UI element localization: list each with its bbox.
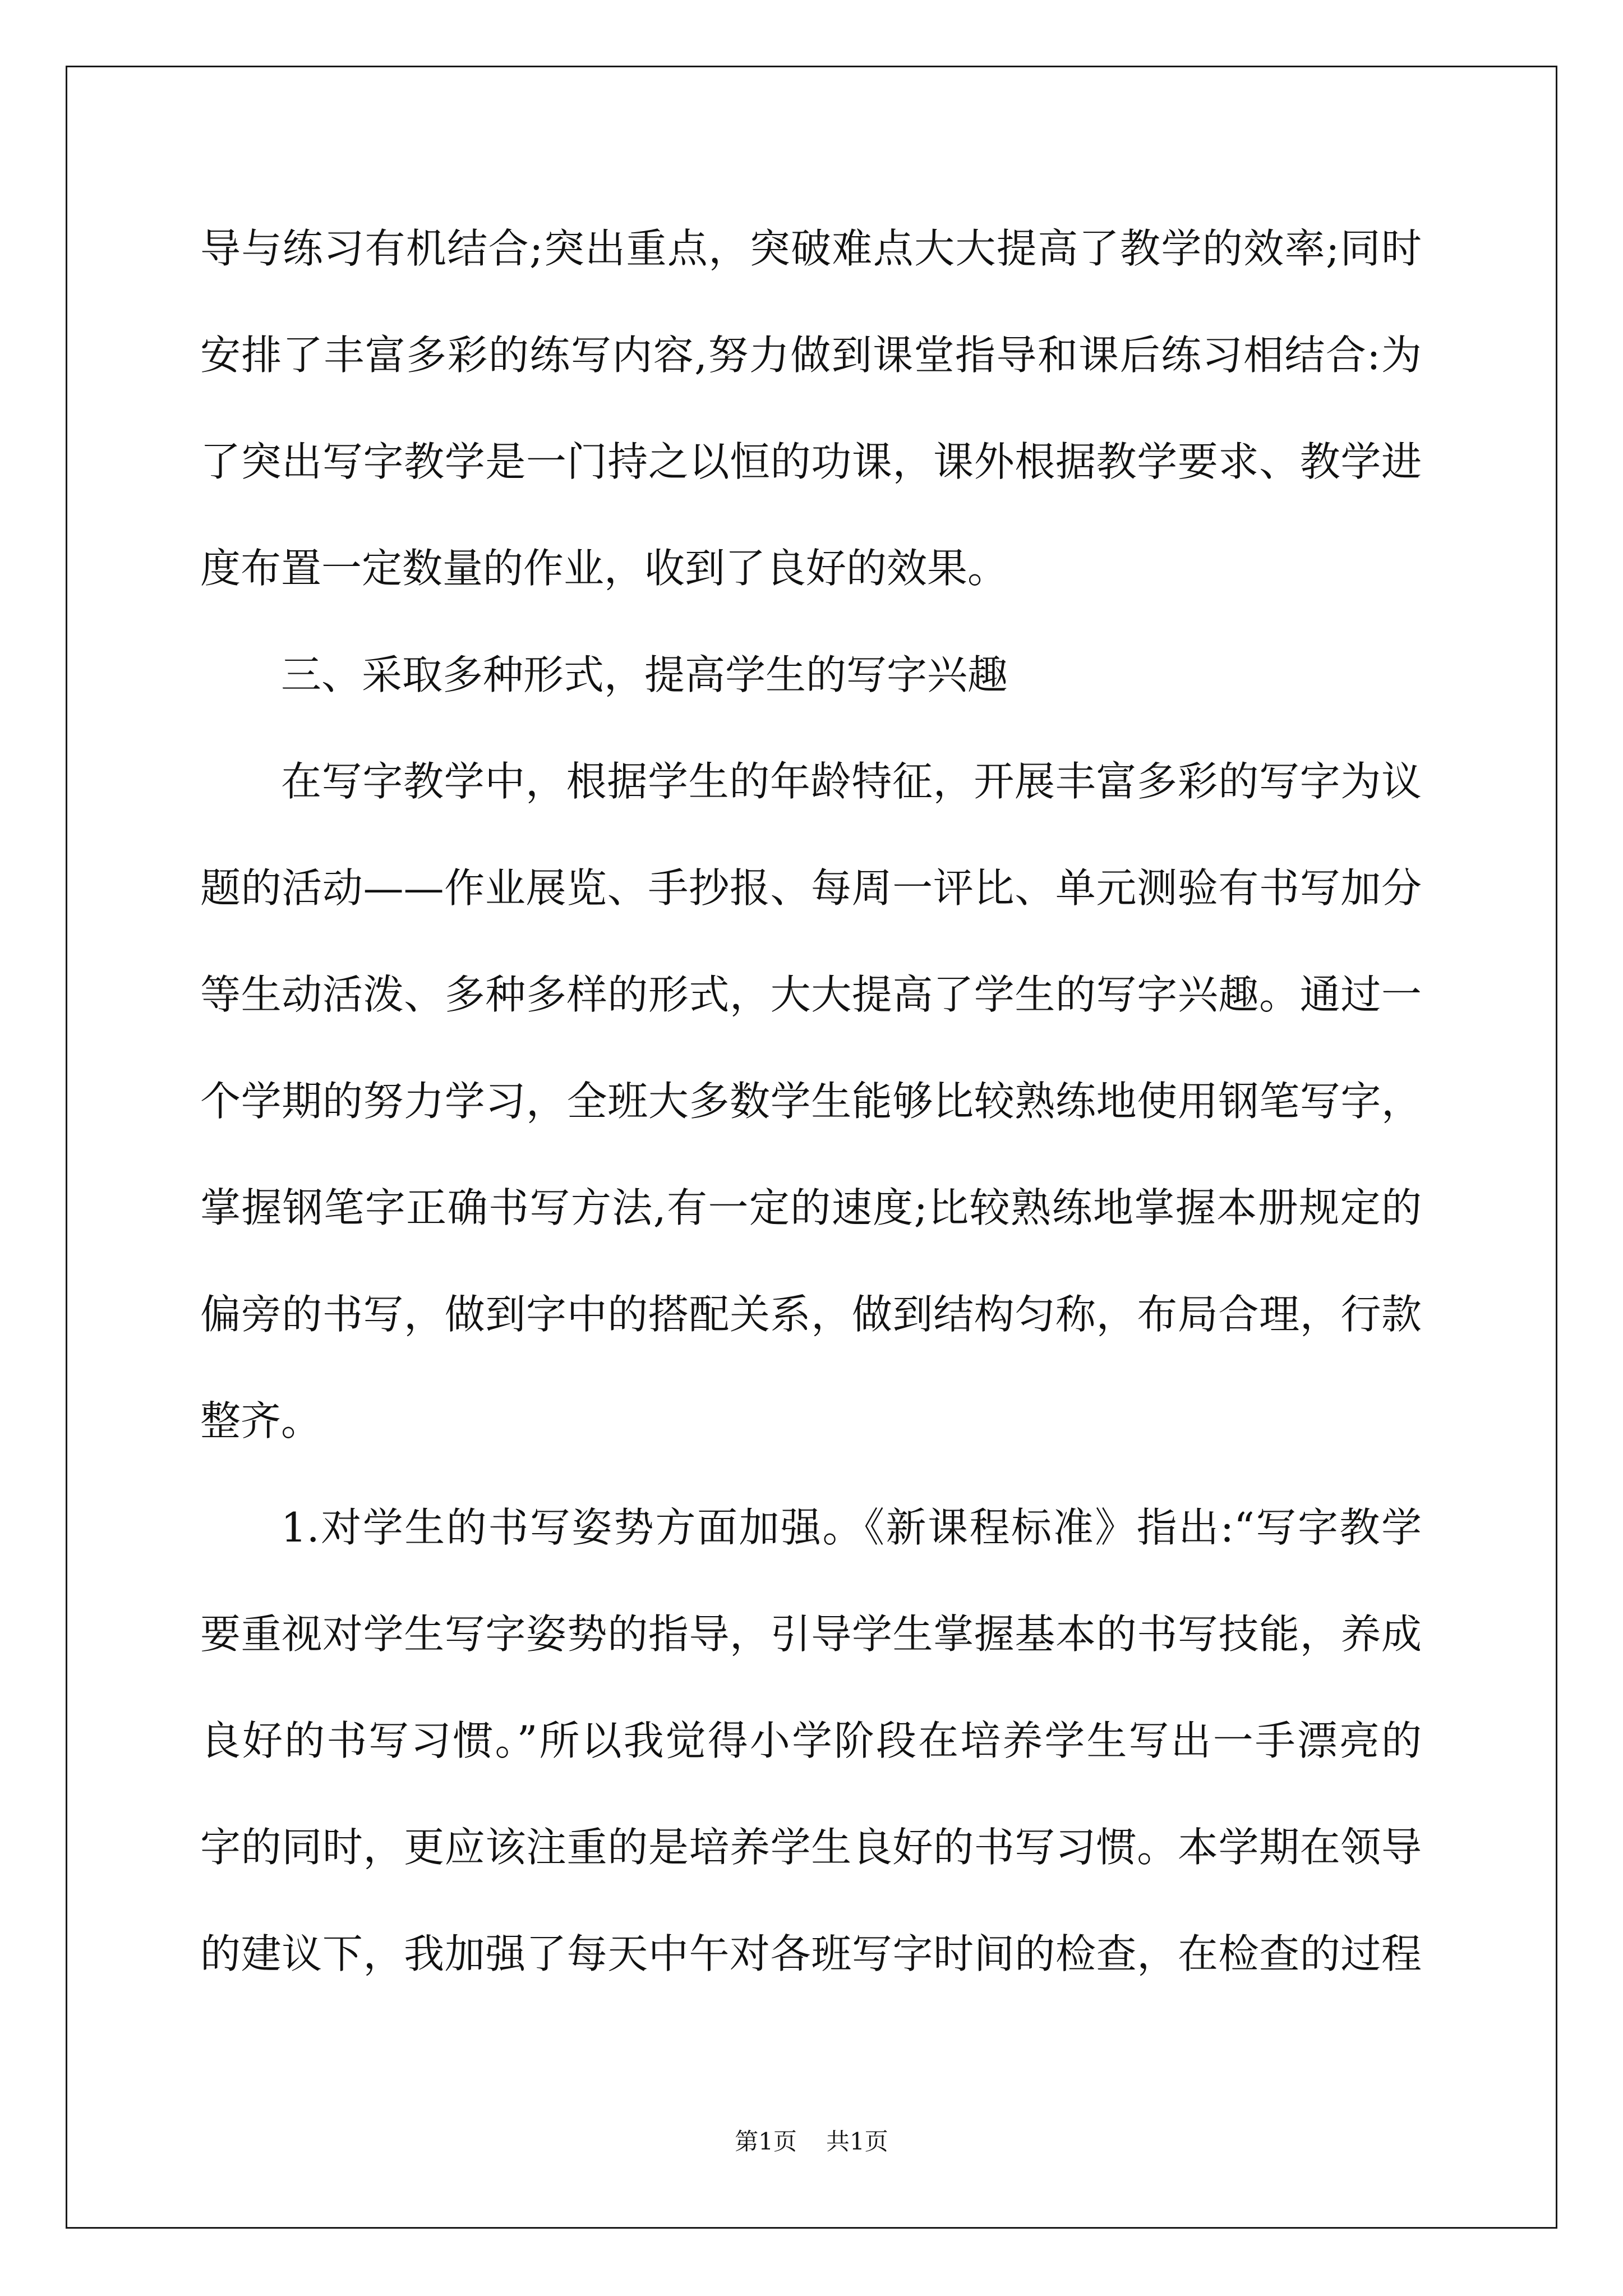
total-pages-label: 共1页	[826, 2128, 888, 2155]
text-line: 字的同时，更应该注重的是培养学生良好的书写习惯。本学期在领导	[200, 1824, 1422, 1871]
text-line: 了突出写字教学是一门持之以恒的功课，课外根据教学要求、教学进	[200, 438, 1422, 485]
section-heading	[200, 622, 1422, 728]
paragraph	[200, 728, 1422, 1474]
text-line: 等生动活泼、多种多样的形式，大大提高了学生的写字兴趣。通过一	[200, 971, 1422, 1018]
current-page-label: 第1页	[735, 2128, 797, 2155]
text-line: 1.对学生的书写姿势方面加强。《新课程标准》指出:“写字教学	[281, 1504, 1422, 1551]
text-line: 良好的书写习惯。”所以我觉得小学阶段在培养学生写出一手漂亮的	[200, 1717, 1422, 1764]
text-line: 要重视对学生写字姿势的指导，引导学生掌握基本的书写技能，养成	[200, 1611, 1422, 1658]
paragraph	[200, 1474, 1422, 2007]
text-line: 度布置一定数量的作业，收到了良好的效果。	[200, 545, 1008, 592]
text-line: 个学期的努力学习，全班大多数学生能够比较熟练地使用钢笔写字，	[200, 1078, 1422, 1125]
text-line: 整齐。	[200, 1397, 322, 1444]
text-line: 掌握钢笔字正确书写方法,有一定的速度;比较熟练地掌握本册规定的	[200, 1184, 1422, 1231]
document-body	[200, 195, 1422, 2007]
text-line: 的建议下，我加强了每天中午对各班写字时间的检查，在检查的过程	[200, 1930, 1422, 1977]
page-footer	[0, 2125, 1623, 2159]
text-line: 在写字教学中，根据学生的年龄特征，开展丰富多彩的写字为议	[281, 758, 1422, 805]
text-line: 安排了丰富多彩的练写内容,努力做到课堂指导和课后练习相结合:为	[200, 332, 1422, 379]
text-line: 导与练习有机结合;突出重点，突破难点大大提高了教学的效率;同时	[200, 225, 1422, 272]
text-line: 题的活动——作业展览、手抄报、每周一评比、单元测验有书写加分	[200, 864, 1422, 912]
paragraph	[200, 195, 1422, 622]
heading-text: 三、采取多种形式，提高学生的写字兴趣	[281, 651, 1008, 698]
text-line: 偏旁的书写，做到字中的搭配关系，做到结构匀称，布局合理，行款	[200, 1291, 1422, 1338]
